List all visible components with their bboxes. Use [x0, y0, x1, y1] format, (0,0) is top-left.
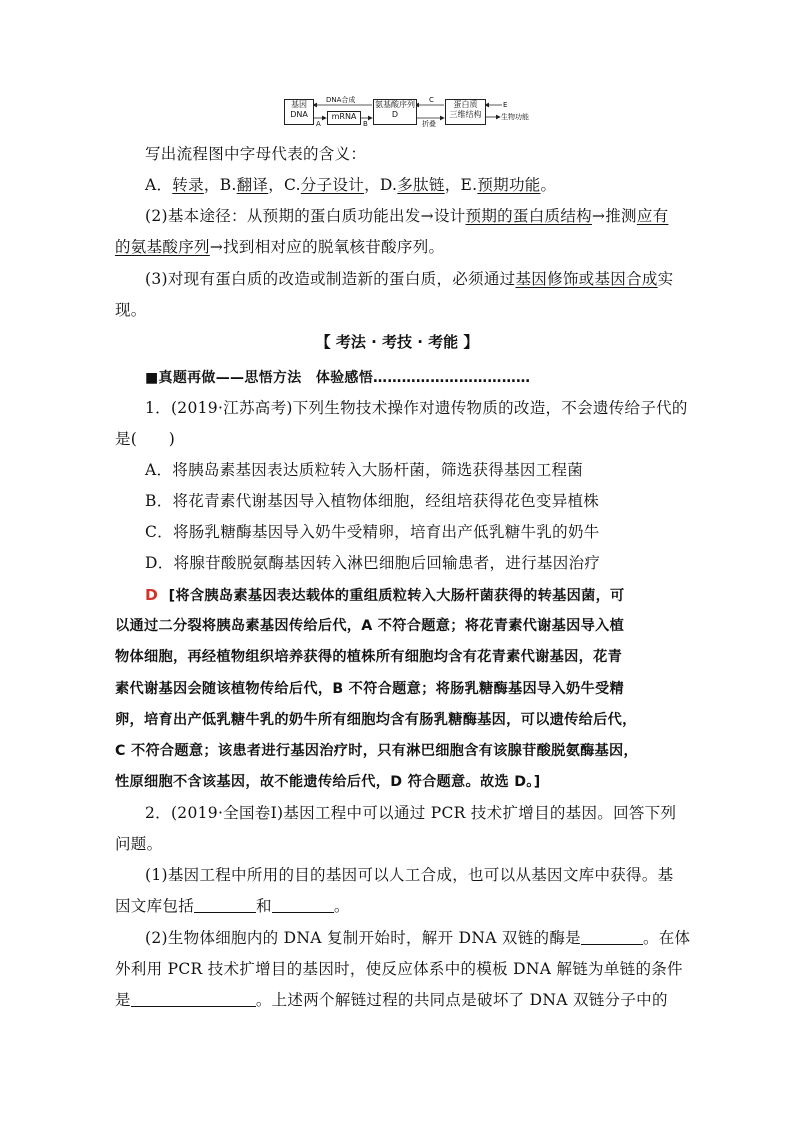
amino-acid-box-line2: D	[391, 110, 399, 119]
q1-stem-line2: 是( )	[115, 430, 176, 448]
subheading-text: 真题再做——思悟方法 体验感悟	[158, 370, 374, 386]
q1-option-a: A．将胰岛素基因表达质粒转入大肠杆菌，筛选获得基因工程菌	[145, 461, 584, 479]
part2-l2b: →找到相对应的脱氧核苷酸序列。	[209, 238, 445, 256]
q2-part1-text-b: 和	[256, 897, 272, 915]
part1-c-prefix: ，C.	[268, 176, 301, 194]
part1-b-prefix: ，B.	[203, 176, 237, 194]
mrna-box	[327, 111, 361, 125]
q2-part2-text-d: 。上述两个解链过程的共同点是破坏了 DNA 双链分子中的	[255, 991, 668, 1009]
q2-part1-line2	[115, 895, 350, 917]
part1-d-prefix: ，D.	[364, 176, 398, 194]
answer-d-polypeptide: 多肽链	[397, 176, 445, 194]
q1-option-b: B．将花青素代谢基因导入植物体细胞，经组培获得花色变异植株	[145, 492, 600, 510]
q1-analysis-line2: 以通过二分裂将胰岛素基因传给后代，A 不符合题意；将花青素代谢基因导入植	[115, 618, 625, 634]
protein-box-line2: 三维结构	[449, 110, 482, 119]
part1-answers	[145, 174, 556, 196]
label-e: E	[503, 101, 508, 109]
amino-acid-box-line1: 氨基酸序列	[375, 100, 415, 109]
part2-amino-acid-sequence: 的氨基酸序列	[115, 238, 210, 256]
gene-dna-box	[284, 99, 314, 125]
q2-part2-line2: 外利用 PCR 技术扩增目的基因时，使反应体系中的模板 DNA 解链为单链的条件	[115, 960, 683, 978]
q2-blank-library-2[interactable]	[272, 898, 334, 913]
label-a: A	[316, 120, 321, 128]
q2-stem-line2: 问题。	[115, 835, 163, 853]
subheading-bullet: ■	[145, 370, 159, 386]
part2-line2	[115, 236, 444, 258]
q2-blank-enzyme[interactable]	[581, 930, 643, 945]
label-folding: 折叠	[422, 120, 436, 128]
mrna-box-label: mRNA	[331, 112, 357, 121]
part3-l1b: 实	[657, 270, 674, 288]
part2-l1b: →推测	[591, 207, 637, 225]
amino-acid-sequence-box	[373, 99, 417, 125]
label-c: C	[429, 96, 434, 104]
label-dna-synthesis: DNA合成	[326, 96, 356, 104]
label-biological-function: 生物功能	[501, 113, 529, 121]
answer-c-molecular-design: 分子设计	[300, 176, 365, 194]
part3-line1	[145, 268, 673, 290]
q2-part2-line3	[115, 989, 668, 1011]
q2-part2-line1	[145, 927, 690, 949]
protein-box-line1: 蛋白质	[453, 100, 478, 109]
q1-analysis-line6: C 不符合题意；该患者进行基因治疗时，只有淋巴细胞含有该腺苷酸脱氨酶基因，	[115, 743, 639, 759]
q2-part2-text-b: 。在体	[642, 929, 691, 947]
q2-stem-line1: 2．(2019·全国卷Ⅰ)基因工程中可以通过 PCR 技术扩增目的基因。回答下列	[145, 804, 677, 822]
q2-part1-text-a: 因文库包括	[115, 897, 195, 915]
part1-intro: 写出流程图中字母代表的含义：	[145, 145, 367, 163]
part1-e-prefix: ，E.	[444, 176, 478, 194]
part2-line1	[145, 205, 668, 227]
answer-a-transcription: 转录	[172, 176, 204, 194]
q2-blank-condition[interactable]	[131, 992, 256, 1007]
q1-analysis-line7: 性原细胞不含该基因，故不能遗传给后代，D 符合题意。故选 D。]	[115, 774, 541, 790]
q1-option-c: C．将肠乳糖酶基因导入奶牛受精卵，培育出产低乳糖牛乳的奶牛	[145, 523, 600, 541]
q1-answer: D	[145, 586, 159, 604]
subheading	[145, 366, 530, 389]
q1-analysis-line1	[145, 584, 625, 607]
protein-structure-box	[445, 99, 486, 125]
part2-expected-structure: 预期的蛋白质结构	[465, 207, 592, 225]
answer-b-translation: 翻译	[236, 176, 269, 194]
answer-e-expected-function: 预期功能	[477, 176, 541, 194]
part3-l1a: (3)对现有蛋白质的改造或制造新的蛋白质，必须通过	[145, 270, 516, 288]
q2-part1-line1: (1)基因工程中所用的目的基因可以人工合成，也可以从基因文库中获得。基	[145, 866, 674, 884]
q2-part1-text-c: 。	[333, 897, 350, 915]
part2-should-have: 应有	[636, 207, 669, 225]
flow-diagram	[284, 97, 544, 129]
q1-analysis-line4: 素代谢基因会随该植物传给后代，B 不符合题意；将肠乳糖酶基因导入奶牛受精	[115, 681, 624, 697]
part3-line2: 现。	[115, 301, 147, 319]
section-heading: 【 考法 · 考技 · 考能 】	[315, 333, 479, 351]
part1-a-prefix: A．	[145, 176, 173, 194]
gene-dna-box-line1: 基因	[291, 100, 307, 109]
q2-blank-library-1[interactable]	[194, 898, 256, 913]
subheading-dots: ……………………………	[373, 370, 531, 386]
q1-stem-line1: 1．(2019·江苏高考)下列生物技术操作对遗传物质的改造，不会遗传给子代的	[145, 399, 688, 417]
q2-part2-text-a: (2)生物体细胞内的 DNA 复制开始时，解开 DNA 双链的酶是	[145, 929, 581, 947]
part3-gene-modification: 基因修饰或基因合成	[515, 270, 658, 288]
part2-l1a: (2)基本途径：从预期的蛋白质功能出发→设计	[145, 207, 466, 225]
part1-end: 。	[540, 176, 557, 194]
q1-option-d: D．将腺苷酸脱氨酶基因转入淋巴细胞后回输患者，进行基因治疗	[145, 554, 601, 572]
gene-dna-box-line2: DNA	[290, 110, 308, 119]
q2-part2-text-c: 是	[115, 991, 131, 1009]
q1-analysis-line5: 卵，培育出产低乳糖牛乳的奶牛所有细胞均含有肠乳糖酶基因，可以遗传给后代，	[115, 712, 637, 728]
q1-analysis-text-1: [将含胰岛素基因表达载体的重组质粒转入大肠杆菌获得的转基因菌，可	[168, 588, 625, 604]
q1-analysis-line3: 物体细胞，再经植物组织培养获得的植株所有细胞均含有花青素代谢基因，花青	[115, 649, 623, 665]
label-b: B	[363, 120, 368, 128]
